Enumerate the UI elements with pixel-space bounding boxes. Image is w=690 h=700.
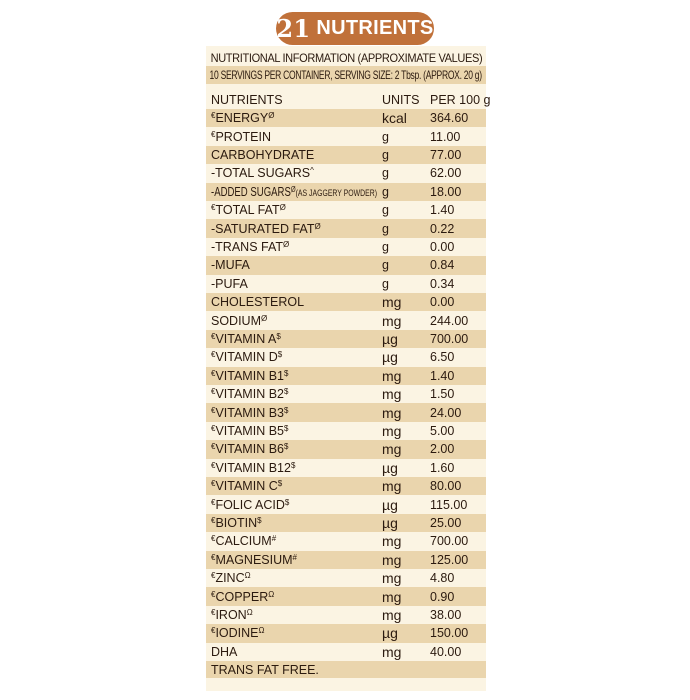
nutrient-row	[206, 551, 486, 569]
nutrient-unit: µg	[382, 330, 398, 347]
header-per100: PER 100 g	[430, 92, 491, 107]
nutrient-label: -TRANS FAT	[211, 239, 283, 254]
nutrient-prefix-mark: €	[211, 129, 216, 139]
nutrient-label: IODINE	[215, 626, 259, 641]
nutrient-footnote-mark: Ø	[290, 184, 296, 194]
nutrients-badge	[276, 12, 434, 45]
nutrient-prefix-mark: €	[211, 423, 216, 433]
nutrient-value: 1.40	[430, 203, 455, 218]
nutrient-value: 24.00	[430, 405, 462, 420]
nutrient-prefix-mark: €	[211, 607, 216, 617]
nutrient-row	[206, 164, 486, 182]
nutrient-name	[206, 608, 378, 622]
nutrient-row	[206, 422, 486, 440]
nutrition-table	[206, 46, 491, 691]
nutrient-unit: µg	[382, 349, 398, 366]
nutrient-label: VITAMIN B6	[215, 442, 284, 457]
nutrient-row	[206, 606, 486, 624]
nutrient-row	[206, 587, 486, 605]
nutrient-row	[206, 367, 486, 385]
nutrient-prefix-mark: €	[211, 626, 216, 636]
nutrient-footnote-mark: $	[283, 423, 289, 433]
nutrient-name	[206, 222, 378, 236]
nutrient-unit: mg	[382, 588, 402, 605]
nutrient-value: 700.00	[430, 534, 469, 549]
nutrient-row	[206, 127, 486, 145]
nutrient-row	[206, 146, 486, 164]
nutrient-note: (AS JAGGERY POWDER)	[295, 187, 377, 198]
nutrient-unit: µg	[382, 625, 398, 642]
nutrient-prefix-mark: €	[211, 368, 216, 378]
nutrient-row	[206, 183, 486, 201]
nutrient-row	[206, 219, 486, 237]
nutrient-name	[206, 111, 378, 125]
nutrient-prefix-mark: €	[211, 405, 216, 415]
nutrient-footnote-mark: Ω	[268, 589, 275, 599]
nutrient-prefix-mark: €	[211, 515, 216, 525]
nutrient-row	[206, 109, 486, 127]
nutrient-unit: mg	[382, 386, 402, 403]
nutrient-unit: g	[382, 184, 389, 199]
nutrient-footnote-mark: $	[284, 497, 290, 507]
nutrient-value: 40.00	[430, 644, 462, 659]
nutrient-footnote-mark: Ø	[314, 221, 321, 231]
nutrient-prefix-mark: €	[211, 387, 216, 397]
header-units: UNITS	[382, 92, 420, 107]
nutrient-row	[206, 348, 486, 366]
nutrient-prefix-mark: €	[211, 479, 216, 489]
nutrient-value: 62.00	[430, 166, 462, 181]
nutrient-label: VITAMIN B5	[215, 423, 284, 438]
nutrient-footnote-mark: $	[257, 515, 262, 525]
badge-number: 21	[276, 14, 311, 43]
nutrient-unit: g	[382, 221, 389, 236]
nutrient-unit: g	[382, 129, 389, 144]
nutrient-label: VITAMIN B3	[215, 405, 284, 420]
nutrient-unit: mg	[382, 294, 402, 311]
footer-text: TRANS FAT FREE.	[211, 662, 319, 677]
nutrient-name	[206, 350, 378, 364]
nutrient-unit: mg	[382, 533, 402, 550]
nutrient-footnote-mark: Ω	[244, 571, 251, 581]
nutrient-label: VITAMIN A	[215, 331, 277, 346]
nutrient-row	[206, 514, 486, 532]
nutrient-row	[206, 293, 486, 311]
nutrient-value: 0.22	[430, 221, 455, 236]
nutrient-label: VITAMIN B2	[215, 387, 284, 402]
nutrient-row	[206, 643, 486, 661]
nutrient-value: 0.34	[430, 276, 455, 291]
nutrient-unit: kcal	[382, 110, 407, 127]
nutrient-name	[206, 516, 378, 530]
nutrient-footnote-mark: #	[271, 534, 277, 544]
nutrient-footnote-mark: Ø	[268, 111, 275, 121]
nutrient-label: -PUFA	[211, 276, 248, 291]
nutrient-value: 80.00	[430, 479, 462, 494]
nutrient-value: 0.00	[430, 295, 455, 310]
nutrient-unit: mg	[382, 422, 402, 439]
badge-label: NUTRIENTS	[316, 17, 434, 39]
serving-info: 10 SERVINGS PER CONTAINER, SERVING SIZE: 2 Tbsp. (APPROX. 20 g)	[209, 68, 482, 82]
nutrient-label: DHA	[211, 644, 238, 659]
nutrient-footnote-mark: Ø	[261, 313, 268, 323]
nutrient-label: TOTAL FAT	[215, 203, 280, 218]
nutrient-name	[206, 479, 378, 493]
nutrient-value: 150.00	[430, 626, 469, 641]
nutrient-row	[206, 403, 486, 421]
nutrient-row	[206, 238, 486, 256]
nutrient-footnote-mark: $	[290, 460, 296, 470]
nutrient-name	[206, 332, 378, 346]
nutrient-label: COPPER	[215, 589, 269, 604]
nutrient-value: 244.00	[430, 313, 469, 328]
nutrient-unit: µg	[382, 514, 398, 531]
nutrient-label: ENERGY	[215, 111, 269, 126]
nutrient-unit: mg	[382, 643, 402, 660]
nutrient-label: BIOTIN	[215, 515, 258, 530]
footer-row	[206, 661, 486, 678]
nutrient-name	[206, 185, 378, 199]
nutrient-name	[206, 442, 378, 456]
nutrient-label: -MUFA	[211, 258, 250, 273]
nutrient-footnote-mark: Ø	[283, 239, 290, 249]
nutrient-value: 1.40	[430, 368, 455, 383]
nutrient-prefix-mark: €	[211, 534, 216, 544]
nutrient-label: CHOLESTEROL	[211, 295, 305, 310]
nutrient-name	[206, 590, 378, 604]
nutrient-prefix-mark: €	[211, 497, 216, 507]
nutrient-name	[206, 406, 378, 420]
nutrient-row	[206, 477, 486, 495]
nutrient-row	[206, 385, 486, 403]
nutrient-value: 25.00	[430, 515, 462, 530]
nutrient-prefix-mark: €	[211, 589, 216, 599]
nutrient-name	[206, 258, 378, 272]
nutrient-value: 364.60	[430, 111, 469, 126]
nutrient-value: 11.00	[430, 129, 461, 144]
nutrient-value: 0.90	[430, 589, 455, 604]
header-row	[206, 91, 491, 108]
nutrient-value: 38.00	[430, 607, 462, 622]
nutrient-value: 1.50	[430, 387, 455, 402]
nutrient-name	[206, 314, 378, 328]
nutrient-prefix-mark: €	[211, 350, 216, 360]
nutrient-row	[206, 624, 486, 642]
nutrient-label: VITAMIN B12	[215, 460, 291, 475]
nutrient-footnote-mark: #	[292, 552, 297, 562]
nutrient-unit: g	[382, 166, 389, 181]
nutrient-label: IRON	[215, 607, 247, 622]
nutrient-label: SODIUM	[211, 313, 261, 328]
nutrient-value: 4.80	[430, 571, 455, 586]
nutrient-unit: µg	[382, 459, 398, 476]
nutrient-label: -SATURATED FAT	[211, 221, 315, 236]
nutrient-unit: mg	[382, 606, 402, 623]
nutrient-footnote-mark: Ω	[246, 607, 253, 617]
nutrient-row	[206, 532, 486, 550]
nutrient-unit: g	[382, 276, 389, 291]
nutrient-name	[206, 571, 378, 585]
nutrient-unit: g	[382, 203, 389, 218]
nutrient-row	[206, 495, 486, 513]
nutrient-value: 115.00	[430, 497, 468, 512]
nutrient-name	[206, 534, 378, 548]
nutrient-value: 77.00	[430, 147, 462, 162]
nutrient-label: -ADDED SUGARS	[211, 184, 291, 199]
nutrient-unit: mg	[382, 404, 402, 421]
nutrient-name	[206, 130, 378, 144]
nutrient-unit: g	[382, 239, 389, 254]
header-nutrients: NUTRIENTS	[211, 92, 283, 107]
nutrient-label: FOLIC ACID	[215, 497, 285, 512]
nutrient-name	[206, 461, 378, 475]
nutrient-footnote-mark: $	[283, 368, 289, 378]
nutrient-prefix-mark: €	[211, 203, 216, 213]
nutrient-prefix-mark: €	[211, 331, 216, 341]
nutrient-row	[206, 311, 486, 329]
nutrient-unit: mg	[382, 551, 402, 568]
nutrient-label: VITAMIN C	[215, 479, 278, 494]
nutrient-name	[206, 203, 378, 217]
serving-info-row	[206, 66, 486, 84]
nutrient-label: ZINC	[215, 571, 245, 586]
nutrient-footnote-mark: $	[277, 479, 283, 489]
nutrient-unit: µg	[382, 496, 398, 513]
nutrient-value: 0.84	[430, 258, 455, 273]
nutrient-name	[206, 645, 378, 659]
nutrient-footnote-mark: Ω	[258, 626, 265, 636]
nutrient-value: 5.00	[430, 423, 455, 438]
nutrient-value: 6.50	[430, 350, 455, 365]
nutrient-footnote-mark: Ø	[279, 203, 286, 213]
nutrient-prefix-mark: €	[211, 571, 216, 581]
nutrient-unit: g	[382, 147, 389, 162]
nutrient-label: CARBOHYDRATE	[211, 147, 315, 162]
nutrient-prefix-mark: €	[211, 460, 216, 470]
nutrient-footnote-mark: $	[283, 387, 289, 397]
nutrient-name	[206, 295, 378, 309]
nutrient-name	[206, 277, 378, 291]
nutrient-value: 125.00	[430, 552, 469, 567]
nutrient-label: VITAMIN D	[215, 350, 278, 365]
nutrient-name	[206, 369, 378, 383]
nutrient-label: MAGNESIUM	[215, 552, 293, 567]
nutrient-name	[206, 166, 378, 180]
nutrient-footnote-mark: $	[276, 331, 281, 341]
nutrient-value: 700.00	[430, 331, 469, 346]
nutrient-unit: mg	[382, 441, 402, 458]
nutrient-name	[206, 553, 378, 567]
nutrient-unit: mg	[382, 367, 402, 384]
nutrient-prefix-mark: €	[211, 442, 216, 452]
nutrient-row	[206, 569, 486, 587]
nutrient-unit: mg	[382, 312, 402, 329]
nutrient-label: -TOTAL SUGARS	[211, 166, 311, 181]
info-title: NUTRITIONAL INFORMATION (APPROXIMATE VALUES)	[210, 50, 483, 65]
nutrient-footnote-mark: $	[283, 405, 289, 415]
nutrient-prefix-mark: €	[211, 552, 216, 562]
nutrient-footnote-mark: ^	[310, 166, 314, 176]
nutrient-name	[206, 148, 378, 162]
nutrient-value: 1.60	[430, 460, 455, 475]
nutrient-row	[206, 201, 486, 219]
nutrient-name-fit	[211, 185, 377, 199]
nutrient-label: CALCIUM	[215, 534, 272, 549]
nutrient-value: 2.00	[430, 442, 455, 457]
nutrient-row	[206, 256, 486, 274]
nutrient-name	[206, 424, 378, 438]
nutrient-row	[206, 330, 486, 348]
nutrient-name	[206, 387, 378, 401]
nutrient-name	[206, 498, 378, 512]
nutrient-unit: mg	[382, 570, 402, 587]
info-title-row	[206, 49, 486, 66]
nutrient-row	[206, 275, 486, 293]
nutrient-unit: mg	[382, 478, 402, 495]
nutrient-footnote-mark: $	[283, 442, 289, 452]
nutrient-row	[206, 459, 486, 477]
nutrient-value: 0.00	[430, 239, 455, 254]
nutrient-label: PROTEIN	[215, 129, 272, 144]
nutrient-label: VITAMIN B1	[215, 368, 284, 383]
nutrient-unit: g	[382, 258, 389, 273]
nutrient-prefix-mark: €	[211, 111, 216, 121]
nutrient-name	[206, 626, 378, 640]
nutrient-value: 18.00	[430, 184, 462, 199]
nutrient-name	[206, 240, 378, 254]
nutrient-row	[206, 440, 486, 458]
nutrient-footnote-mark: $	[277, 350, 283, 360]
